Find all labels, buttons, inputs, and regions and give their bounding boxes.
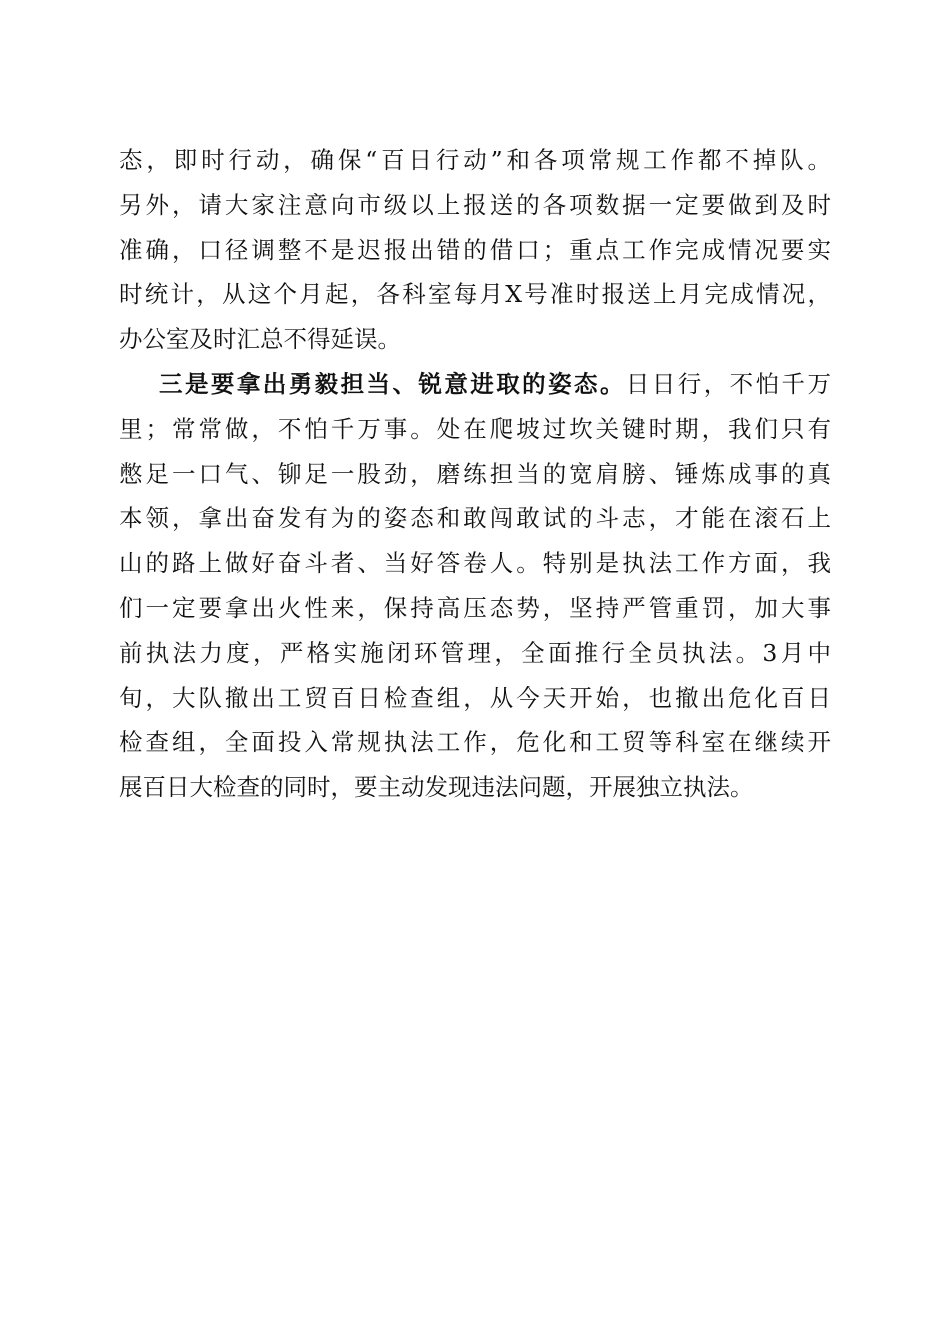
text-line: 另外，请大家注意向市级以上报送的各项数据一定要做到及时 <box>119 190 831 219</box>
text-line: 办公室及时汇总不得延误。 <box>119 325 401 354</box>
paragraph-1 <box>119 138 831 362</box>
paragraph-heading: 三是要拿出勇毅担当、锐意进取的姿态。 <box>159 369 626 398</box>
paragraph-first-line-rest: 日日行，不怕千万 <box>625 369 832 398</box>
text-line: 检查组，全面投入常规执法工作，危化和工贸等科室在继续开 <box>119 728 831 757</box>
text-line: 们一定要拿出火性来，保持高压态势，坚持严管重罚，加大事 <box>119 593 831 622</box>
text-line: 前执法力度，严格实施闭环管理，全面推行全员执法。3月中 <box>119 638 831 667</box>
paragraph-2 <box>119 362 831 810</box>
text-line: 旬，大队撤出工贸百日检查组，从今天开始，也撤出危化百日 <box>119 683 831 712</box>
paragraph-first-line <box>119 362 831 407</box>
text-line: 展百日大检查的同时，要主动发现违法问题，开展独立执法。 <box>119 773 754 802</box>
document-body <box>119 138 831 810</box>
text-line: 准确，口径调整不是迟报出错的借口；重点工作完成情况要实 <box>119 235 831 264</box>
text-line: 里；常常做，不怕千万事。处在爬坡过坎关键时期，我们只有 <box>119 414 831 443</box>
text-line: 本领，拿出奋发有为的姿态和敢闯敢试的斗志，才能在滚石上 <box>119 504 831 533</box>
text-line: 山的路上做好奋斗者、当好答卷人。特别是执法工作方面，我 <box>119 549 831 578</box>
text-line: 态，即时行动，确保“百日行动”和各项常规工作都不掉队。 <box>119 146 831 174</box>
text-line: 时统计，从这个月起，各科室每月X号准时报送上月完成情况， <box>119 280 831 309</box>
text-line: 憋足一口气、铆足一股劲，磨练担当的宽肩膀、锤炼成事的真 <box>119 459 831 488</box>
